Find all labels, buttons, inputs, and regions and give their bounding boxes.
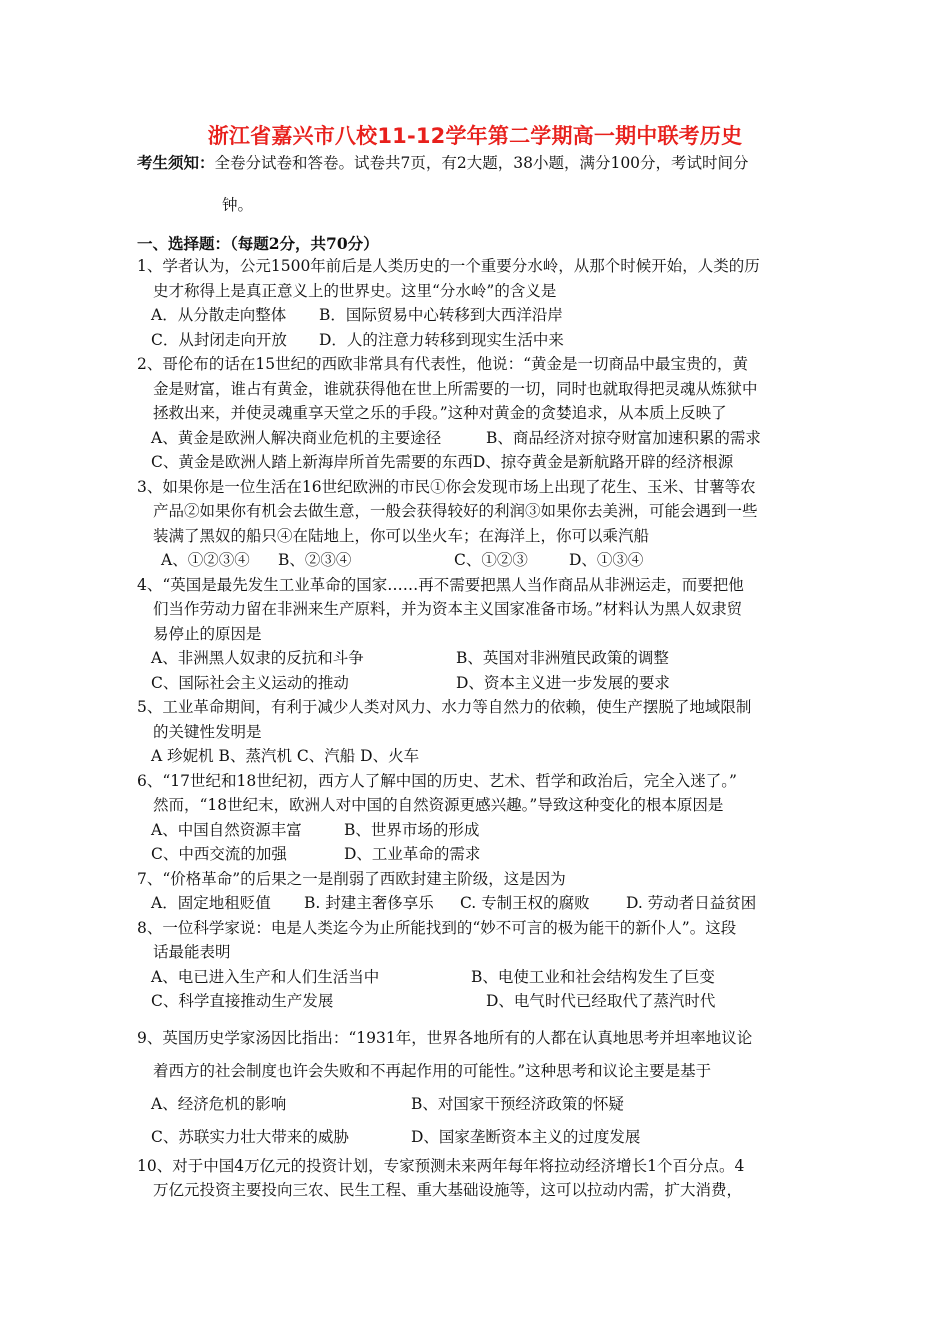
answer-option: D、国家垄断资本主义的过度发展 <box>411 1127 641 1146</box>
question-2 <box>137 352 827 475</box>
question-text-line: 产品②如果你有机会去做生意，一般会获得较好的利润③如果你去美洲，可能会遇到一些 <box>153 502 758 520</box>
question-text-line: 金是财富，谁占有黄金，谁就获得他在世上所需要的一切，同时也就取得把灵魂从炼狱中 <box>153 379 758 398</box>
answer-option: A．固定地租贬值 <box>151 894 271 912</box>
answer-option: A、①②③④ <box>161 551 250 569</box>
answer-option: A、中国自然资源丰富 <box>151 820 302 839</box>
answer-option: B、商品经济对掠夺财富加速积累的需求 <box>486 428 761 447</box>
question-6 <box>137 769 827 867</box>
option-row <box>137 303 827 328</box>
option-row <box>137 671 827 696</box>
answer-option: D．人的注意力转移到现实生活中来 <box>319 330 564 349</box>
question-text-line: 4、“英国是最先发生工业革命的国家……再不需要把黑人当作商品从非洲运走，而要把他 <box>137 575 744 594</box>
answer-option: D、①③④ <box>569 551 644 569</box>
answer-option: A、非洲黑人奴隶的反抗和斗争 <box>151 649 364 667</box>
option-row <box>137 842 827 867</box>
question-text-line: 们当作劳动力留在非洲来生产原料，并为资本主义国家准备市场。”材料认为黑人奴隶贸 <box>153 600 743 618</box>
option-row <box>137 548 827 573</box>
answer-option: C、苏联实力壮大带来的威胁 <box>151 1127 349 1146</box>
answer-option: B．国际贸易中心转移到大西洋沿岸 <box>319 306 563 324</box>
answer-option: B、世界市场的形成 <box>344 820 480 839</box>
question-text-line: 装满了黑奴的船只④在陆地上，你可以坐火车；在海洋上，你可以乘汽船 <box>153 526 650 545</box>
question-text-line: 拯救出来，并使灵魂重享天堂之乐的手段。”这种对黄金的贪婪追求，从本质上反映了 <box>153 404 727 422</box>
question-1 <box>137 254 827 352</box>
question-10 <box>137 1154 827 1203</box>
question-text-line: 万亿元投资主要投向三农、民生工程、重大基础设施等，这可以拉动内需，扩大消费， <box>153 1181 743 1199</box>
option-row <box>137 891 827 916</box>
option-row <box>137 989 827 1014</box>
notice-text: 全卷分试卷和答卷。试卷共7页，有2大题，38小题，满分100分，考试时间分 <box>214 154 749 172</box>
question-text-line: 2、哥伦布的话在15世纪的西欧非常具有代表性，他说：“黄金是一切商品中最宝贵的，黄 <box>137 355 749 373</box>
exam-title: 浙江省嘉兴市八校11-12学年第二学期高一期中联考历史 <box>207 124 743 148</box>
question-text-line: 易停止的原因是 <box>153 624 262 643</box>
question-text-line: 史才称得上是真正意义上的世界史。这里“分水岭”的含义是 <box>153 281 557 300</box>
question-5 <box>137 695 827 769</box>
answer-option: A 珍妮机 B、蒸汽机 C、汽船 D、火车 <box>151 747 420 765</box>
option-row <box>137 1121 827 1154</box>
answer-option: D. 劳动者日益贫困 <box>626 894 757 912</box>
question-text-line: 9、英国历史学家汤因比指出：“1931年，世界各地所有的人都在认真地思考并坦率地议论 <box>137 1028 753 1047</box>
notice-continuation: 钟。 <box>222 196 254 214</box>
answer-option: D、电气时代已经取代了蒸汽时代 <box>486 992 716 1010</box>
option-row <box>137 965 827 990</box>
option-row <box>137 818 827 843</box>
option-row <box>137 646 827 671</box>
question-text-line: 3、如果你是一位生活在16世纪欧洲的市民①你会发现市场上出现了花生、玉米、甘薯等农 <box>137 477 756 496</box>
answer-option: C、黄金是欧洲人踏上新海岸所首先需要的东西D、掠夺黄金是新航路开辟的经济根源 <box>151 453 734 471</box>
question-text-line: 着西方的社会制度也许会失败和不再起作用的可能性。”这种思考和议论主要是基于 <box>153 1061 712 1080</box>
answer-option: C. 专制王权的腐败 <box>460 894 590 912</box>
section-heading: 一、选择题：（每题2分，共70分） <box>137 234 379 253</box>
option-row <box>137 744 827 769</box>
option-row <box>137 1088 827 1121</box>
question-4 <box>137 573 827 696</box>
answer-option: A、电已进入生产和人们生活当中 <box>151 967 380 986</box>
option-row <box>137 450 827 475</box>
question-text-line: 话最能表明 <box>153 943 231 961</box>
answer-option: B、电使工业和社会结构发生了巨变 <box>471 967 715 986</box>
answer-option: C、中西交流的加强 <box>151 845 287 863</box>
question-text-line: 1、学者认为，公元1500年前后是人类历史的一个重要分水岭，从那个时候开始，人类的历 <box>137 257 760 275</box>
candidate-notice <box>137 150 827 214</box>
answer-option: C、国际社会主义运动的推动 <box>151 673 349 692</box>
question-text-line: 的关键性发明是 <box>153 722 262 741</box>
answer-option: C、①②③ <box>454 551 528 569</box>
answer-option: B、英国对非洲殖民政策的调整 <box>456 649 669 667</box>
question-text-line: 然而，“18世纪末，欧洲人对中国的自然资源更感兴趣。”导致这种变化的根本原因是 <box>153 796 724 814</box>
option-row <box>137 426 827 451</box>
answer-option: A、黄金是欧洲人解决商业危机的主要途径 <box>151 428 442 447</box>
answer-option: A、经济危机的影响 <box>151 1094 287 1113</box>
answer-option: C．从封闭走向开放 <box>151 330 287 349</box>
notice-label: 考生须知： <box>137 153 215 172</box>
question-8 <box>137 916 827 1014</box>
question-text-line: 7、“价格革命”的后果之一是削弱了西欧封建主阶级，这是因为 <box>137 869 566 888</box>
answer-option: B. 封建主奢侈享乐 <box>304 894 434 912</box>
question-3 <box>137 475 827 573</box>
question-7 <box>137 867 827 916</box>
answer-option: C、科学直接推动生产发展 <box>151 992 334 1010</box>
option-row <box>137 328 827 353</box>
answer-option: B、②③④ <box>278 551 352 569</box>
question-text-line: 8、一位科学家说：电是人类迄今为止所能找到的“妙不可言的极为能干的新仆人”。这段 <box>137 918 737 937</box>
answer-option: D、工业革命的需求 <box>344 845 481 863</box>
question-text-line: 5、工业革命期间，有利于减少人类对风力、水力等自然力的依赖，使生产摆脱了地域限制 <box>137 698 752 716</box>
question-text-line: 6、“17世纪和18世纪初，西方人了解中国的历史、艺术、哲学和政治后，完全入迷了。” <box>137 771 737 790</box>
answer-option: A．从分散走向整体 <box>151 306 287 324</box>
answer-option: B、对国家干预经济政策的怀疑 <box>411 1094 624 1113</box>
question-list <box>137 254 827 1203</box>
question-text-line: 10、对于中国4万亿元的投资计划，专家预测未来两年每年将拉动经济增长1个百分点。4 <box>137 1156 745 1175</box>
question-9 <box>137 1022 827 1154</box>
answer-option: D、资本主义进一步发展的要求 <box>456 673 670 692</box>
